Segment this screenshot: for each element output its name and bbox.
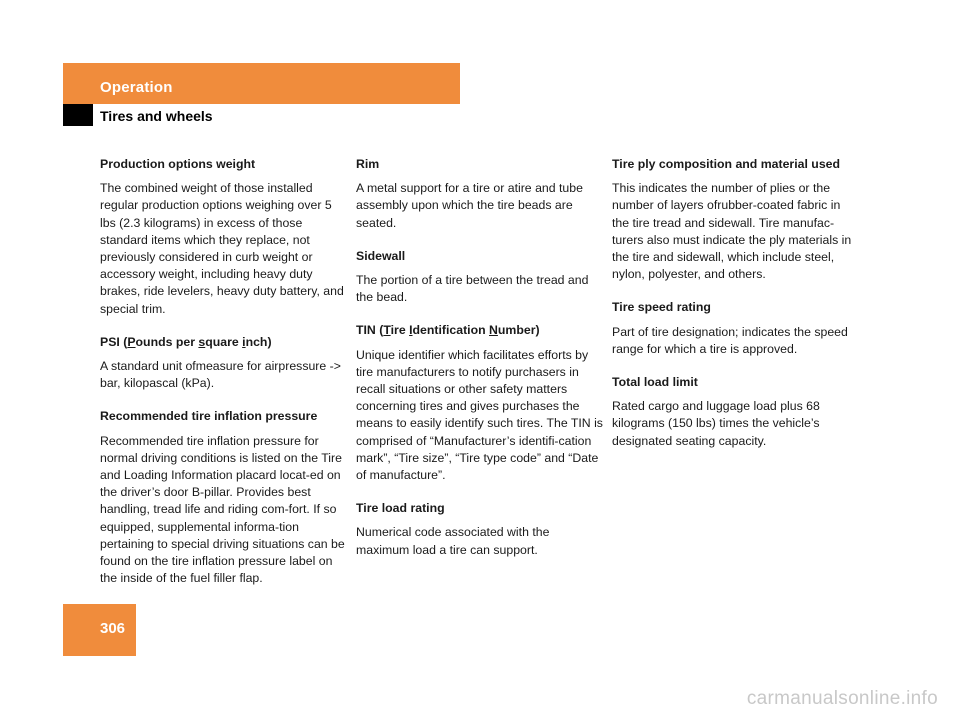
column-2 <box>356 156 604 575</box>
page-number: 306 <box>100 620 126 637</box>
definition-tin: Unique identifier which facilitates efforts by tire manufacturers to notify purchasers in recall situations or other safety matters concerning tires and gives purchases the means to easily identify such tires. The TIN is comprised of “Manufacturer’s identifi-cation mark”, “Tire size”, “Tire type code” and “Date of manufacture”. <box>356 347 603 483</box>
column-3 <box>612 156 860 466</box>
term-psi: PSI (Pounds per square inch) <box>100 334 272 349</box>
definition-tire-speed-rating: Part of tire designation; indicates the speed range for which a tire is approved. <box>612 324 848 356</box>
term-production-options-weight: Production options weight <box>100 157 256 171</box>
definition-sidewall: The portion of a tire between the tread and the bead. <box>356 273 589 305</box>
definition-tire-load-rating: Numerical code associated with the maximum load a tire can support. <box>356 525 550 557</box>
definition-total-load-limit: Rated cargo and luggage load plus 68 kilograms (150 lbs) times the vehicle’s designated seating capacity. <box>612 399 820 448</box>
term-sidewall: Sidewall <box>356 248 406 263</box>
section-title: Operation <box>100 79 173 96</box>
term-total-load-limit: Total load limit <box>612 375 698 390</box>
column-1 <box>100 156 348 603</box>
term-recommended-tire-inflation-pressure: Recommended tire inflation pressure <box>100 409 318 424</box>
term-tire-ply-composition: Tire ply composition and material used <box>612 157 841 171</box>
definition-production-options-weight: The combined weight of those installed regular production options weighing over 5 lbs (2.3 kilograms) in excess of those standard items which they replace, not previously considered in curb weight or accessory weight, including heavy duty brakes, ride levelers, heavy duty battery, and special trim. <box>100 181 344 316</box>
definition-tire-ply-composition: This indicates the number of plies or the number of layers ofrubber-coated fabric in the tire tread and sidewall. Tire manufac-turers also must indicate the ply materials in the tire and sidewall, which include steel, nylon, polyester, and others. <box>612 181 852 282</box>
definition-recommended-tire-inflation-pressure: Recommended tire inflation pressure for normal driving conditions is listed on the Tire and Loading Information placard locat-ed on the driver’s door B-pillar. Provides best handling, tread life and riding com-fort. If so equipped, supplemental informa-tion pertaining to special driving situations can be found on the tire inflation pressure label on the inside of the fuel filler flap. <box>100 433 345 586</box>
definition-rim: A metal support for a tire or atire and tube assembly upon which the tire beads are seated. <box>356 181 583 230</box>
watermark: carmanualsonline.info <box>746 688 938 709</box>
term-tire-load-rating: Tire load rating <box>356 501 445 516</box>
term-rim: Rim <box>356 157 380 171</box>
section-tab-marker <box>63 104 93 126</box>
term-tire-speed-rating: Tire speed rating <box>612 300 711 315</box>
subsection-title: Tires and wheels <box>100 108 213 124</box>
term-tin: TIN (Tire Identification Number) <box>356 323 540 338</box>
definition-psi: A standard unit ofmeasure for airpressure -> bar, kilopascal (kPa). <box>100 359 341 391</box>
